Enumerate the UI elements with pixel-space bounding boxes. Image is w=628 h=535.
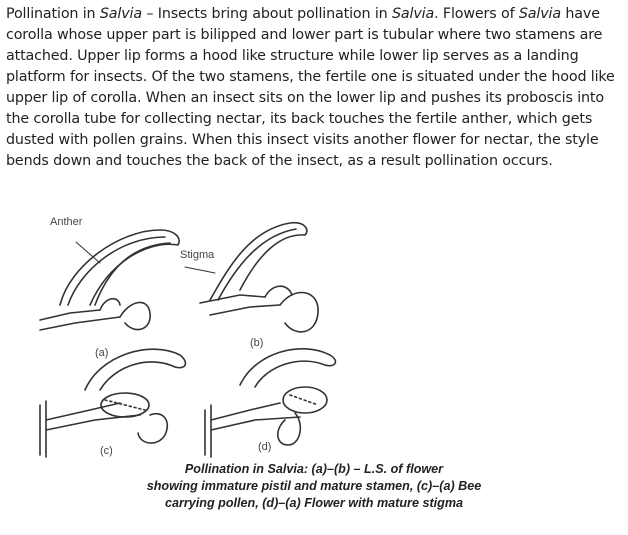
label-d: (d)	[258, 441, 272, 453]
figure-caption	[0, 461, 628, 512]
caption-line-1: Pollination in Salvia: (a)–(b) – L.S. of flower	[184, 462, 444, 476]
label-b: (b)	[250, 337, 264, 349]
para-text-1: – Insects bring about pollination in	[141, 6, 392, 22]
caption-line-2: showing immature pistil and mature stamen, (c)–(a) Bee	[146, 479, 482, 493]
label-anther: Anther	[50, 216, 83, 228]
flower-b-drawing	[185, 223, 318, 332]
para-lead: Pollination in	[6, 6, 100, 22]
para-salvia-1: Salvia	[99, 6, 142, 22]
para-text-3: have corolla whose upper part is bilipped and lower part is tubular where two stamens are attached. Upper lip forms a hood like structure while lower lip serves as a landing platform for insects. Of the two stamens, the fertile one is situated under the hood like upper lip of corolla. When an insect sits on the lower lip and pushes its proboscis into the corolla tube for collecting nectar, its back touches the fertile anther, which gets dusted with pollen grains. When this insect visits another flower for nectar, the style bends down and touches the back of the insect, as a result pollination occurs.	[6, 6, 615, 169]
para-salvia-3: Salvia	[518, 6, 561, 22]
label-a: (a)	[95, 347, 109, 359]
caption-line-3: carrying pollen, (d)–(a) Flower with mature stigma	[164, 496, 464, 510]
label-c: (c)	[100, 445, 113, 457]
flower-a-drawing	[40, 230, 179, 330]
label-stigma: Stigma	[180, 249, 215, 261]
para-text-2: . Flowers of	[434, 6, 519, 22]
flower-c-drawing	[40, 349, 185, 457]
para-salvia-2: Salvia	[391, 6, 435, 22]
description-paragraph	[6, 4, 622, 172]
